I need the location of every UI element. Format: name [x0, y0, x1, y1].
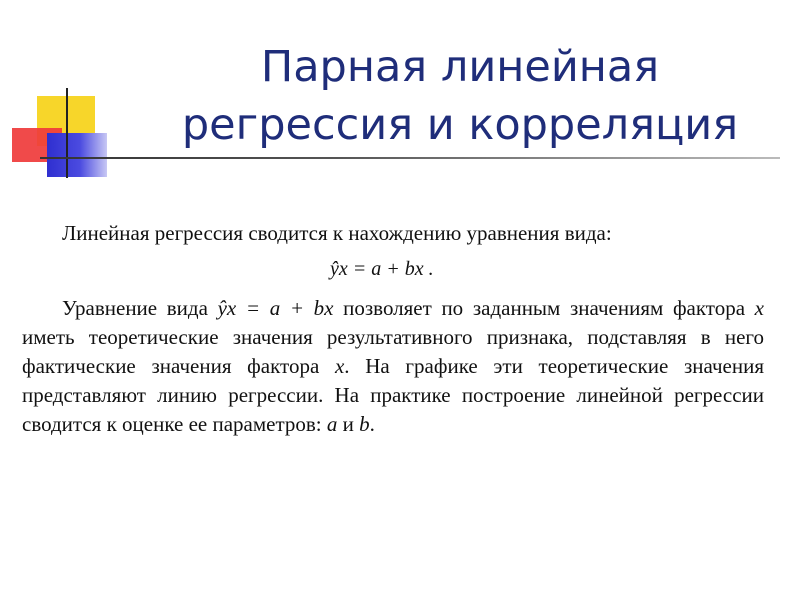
slide-title-line-1: Парная линейная — [260, 42, 660, 92]
decor-blue-square — [47, 133, 107, 177]
paragraph-text-4: . На графике эти теоретические значения представляют линию регрессии. На практике построение линейной регрессии сводится к оценке ее параметров: — [22, 354, 764, 436]
inline-formula: ŷx = a + bx — [217, 296, 334, 320]
parameter-b: b — [359, 412, 370, 436]
decor-vertical-line — [66, 88, 68, 178]
paragraph-text-3: иметь теоретические значения результативного признака, подставляя в него фактические значения фактора — [22, 325, 764, 378]
parameter-a: a — [326, 412, 338, 436]
paragraph-text-end: . — [369, 412, 375, 436]
paragraph-text-2: позволяет по заданным значениям фактора — [333, 296, 755, 320]
title-underline — [40, 157, 780, 159]
regression-formula: ŷx = a + bx . — [330, 258, 434, 280]
intro-text: Линейная регрессия сводится к нахождению уравнения вида: — [62, 221, 612, 245]
variable-x: x — [754, 296, 764, 320]
body-paragraph — [22, 294, 764, 439]
variable-x: x — [334, 354, 345, 378]
slide-title — [130, 38, 790, 154]
paragraph-text-1: Уравнение вида — [62, 296, 218, 320]
paragraph-text-and: и — [337, 412, 360, 436]
slide-title-line-2: регрессия и корреляция — [181, 100, 739, 150]
